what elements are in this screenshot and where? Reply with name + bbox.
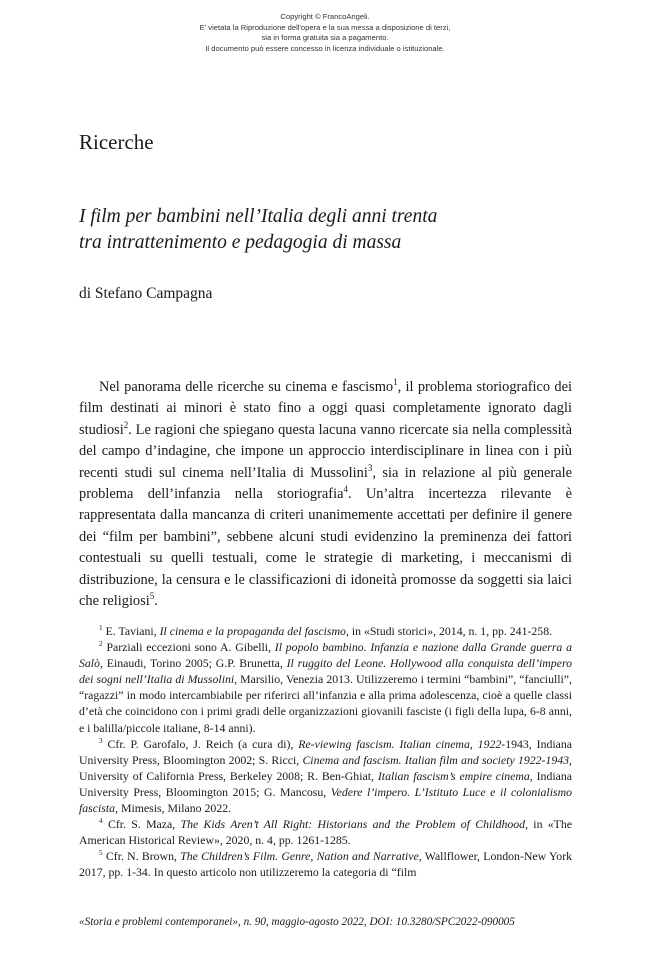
journal-footer: «Storia e problemi contemporanei», n. 90, maggio-agosto 2022, DOI: 10.3280/SPC2022-090005 bbox=[79, 916, 515, 928]
footnote-title: Cinema and fascism. Italian film and society 1922-1943 bbox=[302, 752, 570, 767]
footnote-ref[interactable]: 5 bbox=[149, 591, 155, 602]
footnote-title: Italian fascism’s empire cinema, bbox=[377, 768, 533, 783]
footnote-ref[interactable]: 3 bbox=[367, 462, 373, 473]
body-text-segment: . Le ragioni che spiegano questa lacuna vanno ricercate sia nella complessità del campo d’indagine, che impone un approccio interdisciplinare in linea con i più recenti studi sul cinema nell’Italia di Mussolini bbox=[79, 421, 572, 481]
body-text-segment: . Un’altra incertezza rilevante è rappresentata dalla mancanza di criteri unanimemente accettati per definire il genere dei “film per bambini”, sebbene alcuni studi evidenzino la preminenza dei fattori contestuali su quelli testuali, come le strategie di marketing, i meccanismi di distribuzione, la censura e le classificazioni di idoneità promosse da soggetti sia laici che religiosi bbox=[79, 486, 573, 610]
footnote-number: 4 bbox=[99, 816, 103, 826]
footnote-4 bbox=[79, 816, 572, 848]
footnote-1 bbox=[79, 623, 572, 639]
footnote-title: Re-viewing fascism. Italian cinema, 1922 bbox=[298, 736, 502, 751]
footnote-text: , University of California Press, Berkeley 2008; R. Ben-Ghiat, bbox=[79, 752, 572, 783]
copyright-line: Il documento può essere concesso in licenza individuale o istituzionale. bbox=[205, 43, 445, 53]
footnote-title: Vedere l’impero. L’Istituto Luce e il colonialismo fascista bbox=[79, 784, 572, 816]
footnote-text: Cfr. N. Brown, bbox=[105, 849, 181, 864]
copyright-line: Copyright © FrancoAngeli. bbox=[280, 12, 370, 21]
copyright-notice bbox=[0, 12, 650, 54]
footnote-title: Il cinema e la propaganda del fascismo bbox=[159, 624, 346, 638]
body-paragraph bbox=[79, 377, 572, 612]
article-title-line: tra intrattenimento e pedagogia di massa bbox=[79, 232, 402, 253]
footnote-number: 3 bbox=[99, 735, 103, 745]
footnote-text: Cfr. P. Garofalo, J. Reich (a cura di), bbox=[107, 736, 299, 751]
footnote-2 bbox=[79, 639, 572, 736]
footnote-text: Cfr. S. Maza, bbox=[107, 817, 181, 832]
copyright-line: sia in forma gratuita sia a pagamento. bbox=[261, 33, 389, 43]
footnote-text: , Marsilio, Venezia 2013. Utilizzeremo i termini “bambini”, “fanciulli”, “ragazzi” in modo intercambiabile per riferirci all’infanzia e alla prima adolescenza, cioè a quelle classi d’età che coincidono con i primi gradi delle organizzazioni giovanili fasciste (i figli della lupa, 6-8 anni, e i balilla/piccole italiane, 8-14 anni). bbox=[79, 672, 572, 735]
footnote-number: 5 bbox=[99, 848, 103, 858]
footnote-text: , in «The American Historical Review», 2020, n. 4, pp. 1261-1285. bbox=[79, 817, 573, 848]
footnote-title: Il popolo bambino. Infanzia e nazione dalla Grande guerra a Salò bbox=[79, 640, 572, 671]
footnote-title: The Kids Aren’t All Right: Historians and the Problem of Childhood bbox=[180, 817, 526, 832]
footnote-ref[interactable]: 2 bbox=[123, 420, 129, 431]
footnote-text: E. Taviani, bbox=[105, 624, 160, 638]
body-text-segment: . bbox=[154, 593, 158, 610]
footnote-text: Parziali eccezioni sono A. Gibelli, bbox=[106, 640, 275, 655]
article-author: di Stefano Campagna bbox=[79, 285, 213, 302]
footnote-text: , in «Studi storici», 2014, n. 1, pp. 241-258. bbox=[345, 624, 553, 638]
article-title-line: I film per bambini nell’Italia degli anni trenta bbox=[79, 206, 438, 227]
section-title: Ricerche bbox=[79, 130, 154, 154]
footnote-text: , Wallflower, London-New York 2017, pp. 1-34. In questo articolo non utilizzeremo la categoria di “film bbox=[79, 849, 573, 880]
article-title bbox=[79, 204, 437, 256]
footnote-ref[interactable]: 4 bbox=[343, 484, 348, 495]
footnote-text: , Einaudi, Torino 2005; G.P. Brunetta, bbox=[99, 656, 287, 671]
footnotes bbox=[79, 623, 572, 881]
paragraph bbox=[79, 377, 572, 612]
footnote-text: -1943, Indiana University Press, Bloomington 2002; S. Ricci, bbox=[79, 736, 573, 767]
footnote-ref[interactable]: 1 bbox=[393, 377, 398, 388]
body-text-segment: , il problema storiografico dei film destinati ai minori è stato fino a oggi quasi completamente ignorato dagli studiosi bbox=[79, 379, 573, 438]
footnote-title: Il ruggito del Leone. Hollywood alla conquista dell’impero dei sogni nell’Italia di Mussolini bbox=[79, 656, 572, 687]
footnote-text: , Mimesis, Milano 2022. bbox=[115, 801, 232, 816]
footnote-3 bbox=[79, 736, 572, 816]
footnote-number: 2 bbox=[99, 639, 103, 649]
body-text-segment: , sia in relazione al più generale problema dell’infanzia nella storiografia bbox=[79, 464, 572, 503]
copyright-line: E' vietata la Riproduzione dell'opera e la sua messa a disposizione di terzi, bbox=[199, 22, 451, 32]
footnote-text: Indiana University Press, Bloomington 2015; G. Mancosu, bbox=[79, 768, 573, 799]
footnote-5 bbox=[79, 848, 572, 880]
footnote-title: The Children’s Film. Genre, Nation and Narrative bbox=[180, 849, 419, 864]
body-text-segment: Nel panorama delle ricerche su cinema e fascismo bbox=[99, 379, 394, 395]
footnote-number: 1 bbox=[99, 623, 103, 633]
